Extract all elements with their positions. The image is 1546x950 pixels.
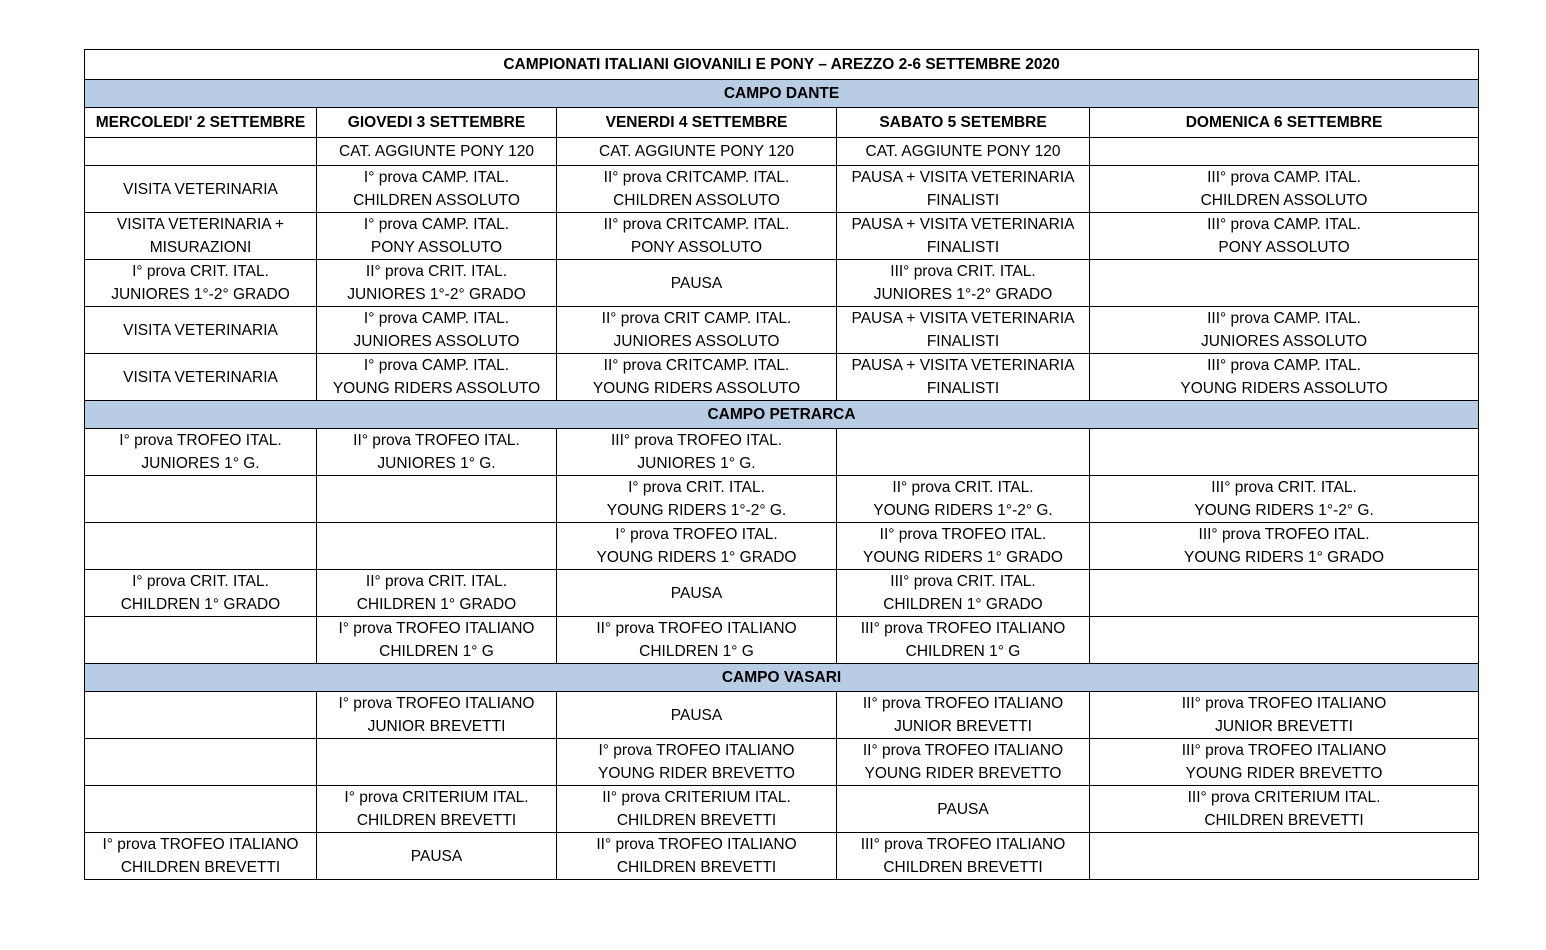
cell-line: JUNIOR BREVETTI	[894, 718, 1032, 735]
cell-line: PONY ASSOLUTO	[630, 239, 763, 256]
schedule-cell	[837, 307, 1090, 354]
cell-line: JUNIORES ASSOLUTO	[1201, 333, 1367, 350]
schedule-cell	[837, 213, 1090, 260]
cell-line: CHILDREN BREVETTI	[1204, 812, 1364, 829]
cell-line: III° prova TROFEO ITALIANO	[860, 836, 1066, 853]
schedule-cell	[557, 429, 837, 476]
cell-line: PAUSA + VISITA VETERINARIA	[851, 310, 1075, 327]
day-header: GIOVEDI 3 SETTEMBRE	[317, 108, 557, 138]
schedule-cell	[557, 166, 837, 213]
cell-line: PONY ASSOLUTO	[370, 239, 503, 256]
section-title: CAMPO PETRARCA	[85, 401, 1479, 429]
cell-line: YOUNG RIDERS 1° GRADO	[1184, 549, 1385, 566]
cell-line: III° prova CAMP. ITAL.	[1207, 357, 1361, 374]
cell-line: III° prova TROFEO ITALIANO	[860, 620, 1066, 637]
cell-line: I° prova TROFEO ITALIANO	[102, 836, 299, 853]
schedule-cell	[317, 213, 557, 260]
cell-line: CHILDREN BREVETTI	[616, 859, 777, 876]
schedule-cell	[1090, 692, 1479, 739]
cell-line: YOUNG RIDER BREVETTO	[598, 765, 795, 782]
section-row	[85, 80, 1479, 108]
schedule-cell	[1090, 617, 1479, 664]
schedule-cell	[557, 833, 837, 880]
schedule-cell	[557, 692, 837, 739]
schedule-cell	[85, 739, 317, 786]
table-row	[85, 617, 1479, 664]
cell-line: III° prova CRIT. ITAL.	[890, 573, 1036, 590]
schedule-cell	[85, 429, 317, 476]
cell-line: JUNIORES 1°-2° GRADO	[347, 286, 526, 303]
cell-line: II° prova CRITCAMP. ITAL.	[603, 216, 790, 233]
schedule-cell	[837, 476, 1090, 523]
schedule-cell	[317, 429, 557, 476]
schedule-cell	[317, 739, 557, 786]
cell-line: II° prova TROFEO ITALIANO	[596, 836, 797, 853]
schedule-cell	[317, 307, 557, 354]
schedule-cell	[85, 570, 317, 617]
cell-line: II° prova CRIT. ITAL.	[365, 263, 508, 280]
table-row	[85, 138, 1479, 166]
schedule-cell	[317, 138, 557, 166]
cell-line: YOUNG RIDERS ASSOLUTO	[592, 380, 801, 397]
schedule-cell	[317, 354, 557, 401]
schedule-cell	[557, 213, 837, 260]
schedule-cell	[1090, 523, 1479, 570]
section-row	[85, 664, 1479, 692]
cell-line: III° prova TROFEO ITAL.	[611, 432, 782, 449]
schedule-cell	[557, 476, 837, 523]
cell-line: YOUNG RIDERS 1° GRADO	[596, 549, 797, 566]
cell-line: YOUNG RIDERS ASSOLUTO	[332, 380, 541, 397]
cell-line: I° prova TROFEO ITAL.	[119, 432, 282, 449]
cell-line: PAUSA	[410, 847, 463, 865]
cell-line: FINALISTI	[926, 192, 1000, 209]
cell-line: II° prova CRIT. ITAL.	[365, 573, 508, 590]
cell-line: I° prova CAMP. ITAL.	[363, 169, 510, 186]
cell-line: I° prova CAMP. ITAL.	[363, 310, 510, 327]
cell-line: JUNIORES ASSOLUTO	[353, 333, 520, 350]
schedule-cell	[85, 476, 317, 523]
cell-line: PONY ASSOLUTO	[1218, 239, 1350, 256]
schedule-cell	[1090, 354, 1479, 401]
schedule-cell	[557, 570, 837, 617]
cell-line: JUNIOR BREVETTI	[1215, 718, 1353, 735]
cell-line: I° prova TROFEO ITALIANO	[598, 742, 795, 759]
cell-line: I° prova TROFEO ITAL.	[615, 526, 778, 543]
section-title: CAMPO DANTE	[85, 80, 1479, 108]
cell-line: CAT. AGGIUNTE PONY 120	[339, 143, 534, 160]
cell-line: PAUSA	[670, 274, 723, 292]
table-row	[85, 476, 1479, 523]
table-row	[85, 570, 1479, 617]
cell-line: YOUNG RIDERS 1°-2° G.	[1194, 502, 1374, 519]
schedule-cell	[837, 692, 1090, 739]
schedule-cell	[557, 138, 837, 166]
cell-line: FINALISTI	[926, 333, 1000, 350]
cell-line: JUNIOR BREVETTI	[367, 718, 506, 735]
cell-line: YOUNG RIDERS 1°-2° G.	[873, 502, 1053, 519]
cell-line: CHILDREN 1° G	[639, 643, 754, 660]
cell-line: I° prova CRIT. ITAL.	[628, 479, 765, 496]
cell-line: PAUSA + VISITA VETERINARIA	[851, 169, 1075, 186]
cell-line: II° prova CRITCAMP. ITAL.	[603, 357, 790, 374]
schedule-cell	[557, 354, 837, 401]
schedule-cell	[85, 307, 317, 354]
cell-line: JUNIORES 1°-2° GRADO	[111, 286, 290, 303]
section-row	[85, 401, 1479, 429]
schedule-cell	[1090, 786, 1479, 833]
schedule-cell	[1090, 166, 1479, 213]
schedule-table	[84, 49, 1479, 880]
cell-line: III° prova CAMP. ITAL.	[1207, 169, 1361, 186]
schedule-cell	[317, 523, 557, 570]
cell-line: I° prova CAMP. ITAL.	[363, 357, 510, 374]
schedule-cell	[85, 213, 317, 260]
cell-line: II° prova CRIT CAMP. ITAL.	[601, 310, 792, 327]
cell-line: III° prova CAMP. ITAL.	[1207, 216, 1361, 233]
schedule-cell	[557, 617, 837, 664]
section-title: CAMPO VASARI	[85, 664, 1479, 692]
schedule-cell	[1090, 138, 1479, 166]
cell-line: FINALISTI	[926, 380, 1000, 397]
cell-line: JUNIORES 1° G.	[141, 455, 260, 472]
cell-line: CAT. AGGIUNTE PONY 120	[865, 143, 1061, 160]
cell-line: VISITA VETERINARIA	[123, 180, 278, 198]
table-row	[85, 739, 1479, 786]
schedule-cell	[1090, 570, 1479, 617]
schedule-cell	[85, 692, 317, 739]
schedule-cell	[1090, 429, 1479, 476]
cell-line: VISITA VETERINARIA +	[116, 216, 285, 233]
cell-line: III° prova CAMP. ITAL.	[1207, 310, 1361, 327]
cell-line: CHILDREN BREVETTI	[120, 859, 281, 876]
schedule-cell	[85, 354, 317, 401]
cell-line: PAUSA + VISITA VETERINARIA	[851, 216, 1075, 233]
cell-line: VISITA VETERINARIA	[123, 321, 278, 339]
schedule-cell	[837, 739, 1090, 786]
cell-line: III° prova TROFEO ITAL.	[1198, 526, 1370, 543]
schedule-cell	[317, 692, 557, 739]
schedule-cell	[317, 570, 557, 617]
cell-line: III° prova TROFEO ITALIANO	[1181, 742, 1387, 759]
cell-line: VISITA VETERINARIA	[123, 368, 278, 386]
cell-line: PAUSA	[937, 800, 989, 818]
cell-line: III° prova TROFEO ITALIANO	[1181, 695, 1387, 712]
schedule-cell	[85, 166, 317, 213]
schedule-cell	[85, 617, 317, 664]
table-row	[85, 213, 1479, 260]
cell-line: CHILDREN BREVETTI	[356, 812, 517, 829]
schedule-cell	[85, 833, 317, 880]
schedule-cell	[317, 833, 557, 880]
cell-line: MISURAZIONI	[149, 239, 252, 256]
cell-line: II° prova TROFEO ITALIANO	[862, 695, 1064, 712]
schedule-cell	[557, 739, 837, 786]
cell-line: CHILDREN 1° G	[379, 643, 494, 660]
schedule-cell	[837, 260, 1090, 307]
cell-line: JUNIORES 1° G.	[637, 455, 756, 472]
cell-line: II° prova TROFEO ITALIANO	[862, 742, 1064, 759]
cell-line: II° prova CRIT. ITAL.	[892, 479, 1034, 496]
cell-line: CHILDREN 1° GRADO	[120, 596, 281, 613]
schedule-cell	[1090, 307, 1479, 354]
cell-line: JUNIORES 1°-2° GRADO	[873, 286, 1053, 303]
cell-line: YOUNG RIDER BREVETTO	[1185, 765, 1383, 782]
table-row	[85, 523, 1479, 570]
cell-line: JUNIORES ASSOLUTO	[613, 333, 780, 350]
cell-line: I° prova CRITERIUM ITAL.	[344, 789, 529, 806]
schedule-cell	[837, 786, 1090, 833]
schedule-cell	[837, 833, 1090, 880]
schedule-cell	[1090, 739, 1479, 786]
cell-line: II° prova TROFEO ITAL.	[353, 432, 520, 449]
schedule-cell	[837, 138, 1090, 166]
day-header: SABATO 5 SETEMBRE	[837, 108, 1090, 138]
schedule-cell	[1090, 833, 1479, 880]
table-row	[85, 166, 1479, 213]
table-row	[85, 354, 1479, 401]
schedule-cell	[837, 523, 1090, 570]
cell-line: I° prova CRIT. ITAL.	[132, 573, 269, 590]
cell-line: CHILDREN 1° GRADO	[883, 596, 1043, 613]
cell-line: CHILDREN ASSOLUTO	[1200, 192, 1368, 209]
schedule-cell	[837, 570, 1090, 617]
schedule-cell	[837, 166, 1090, 213]
schedule-cell	[317, 476, 557, 523]
schedule-cell	[837, 429, 1090, 476]
cell-line: CHILDREN BREVETTI	[883, 859, 1043, 876]
table-row	[85, 307, 1479, 354]
cell-line: CAT. AGGIUNTE PONY 120	[599, 143, 794, 160]
cell-line: JUNIORES 1° G.	[377, 455, 496, 472]
cell-line: III° prova CRITERIUM ITAL.	[1187, 789, 1381, 806]
schedule-cell	[1090, 213, 1479, 260]
cell-line: CHILDREN 1° GRADO	[356, 596, 517, 613]
cell-line: PAUSA	[670, 584, 723, 602]
cell-line: II° prova TROFEO ITALIANO	[596, 620, 797, 637]
schedule-cell	[557, 523, 837, 570]
schedule-cell	[85, 260, 317, 307]
cell-line: II° prova CRITCAMP. ITAL.	[603, 169, 790, 186]
cell-line: CHILDREN ASSOLUTO	[613, 192, 780, 209]
cell-line: YOUNG RIDER BREVETTO	[864, 765, 1062, 782]
cell-line: II° prova TROFEO ITAL.	[879, 526, 1047, 543]
cell-line: I° prova TROFEO ITALIANO	[338, 620, 535, 637]
day-header: DOMENICA 6 SETTEMBRE	[1090, 108, 1479, 138]
page-title: CAMPIONATI ITALIANI GIOVANILI E PONY – AREZZO 2-6 SETTEMBRE 2020	[85, 50, 1479, 80]
schedule-cell	[317, 166, 557, 213]
cell-line: CHILDREN 1° G	[905, 643, 1021, 660]
cell-line: CHILDREN ASSOLUTO	[353, 192, 520, 209]
cell-line: FINALISTI	[926, 239, 1000, 256]
cell-line: YOUNG RIDERS 1° GRADO	[863, 549, 1063, 566]
schedule-cell	[1090, 260, 1479, 307]
cell-line: PAUSA + VISITA VETERINARIA	[851, 357, 1075, 374]
schedule-cell	[85, 786, 317, 833]
schedule-cell	[557, 786, 837, 833]
cell-line: I° prova CRIT. ITAL.	[132, 263, 269, 280]
schedule-cell	[837, 617, 1090, 664]
day-header: VENERDI 4 SETTEMBRE	[557, 108, 837, 138]
table-row	[85, 833, 1479, 880]
title-row	[85, 50, 1479, 80]
schedule-cell	[317, 617, 557, 664]
table-row	[85, 429, 1479, 476]
table-row	[85, 786, 1479, 833]
cell-line: YOUNG RIDERS 1°-2° G.	[606, 502, 787, 519]
schedule-cell	[317, 260, 557, 307]
cell-line: III° prova CRIT. ITAL.	[890, 263, 1036, 280]
cell-line: III° prova CRIT. ITAL.	[1211, 479, 1357, 496]
schedule-cell	[557, 307, 837, 354]
schedule-cell	[85, 138, 317, 166]
table-row	[85, 260, 1479, 307]
schedule-cell	[317, 786, 557, 833]
cell-line: PAUSA	[670, 706, 723, 724]
day-header-row	[85, 108, 1479, 138]
day-header: MERCOLEDI' 2 SETTEMBRE	[85, 108, 317, 138]
cell-line: I° prova CAMP. ITAL.	[363, 216, 510, 233]
schedule-cell	[85, 523, 317, 570]
schedule-cell	[837, 354, 1090, 401]
cell-line: I° prova TROFEO ITALIANO	[338, 695, 535, 712]
table-row	[85, 692, 1479, 739]
schedule-cell	[557, 260, 837, 307]
cell-line: YOUNG RIDERS ASSOLUTO	[1180, 380, 1388, 397]
cell-line: CHILDREN BREVETTI	[616, 812, 777, 829]
schedule-body	[85, 50, 1479, 880]
cell-line: II° prova CRITERIUM ITAL.	[602, 789, 791, 806]
schedule-cell	[1090, 476, 1479, 523]
